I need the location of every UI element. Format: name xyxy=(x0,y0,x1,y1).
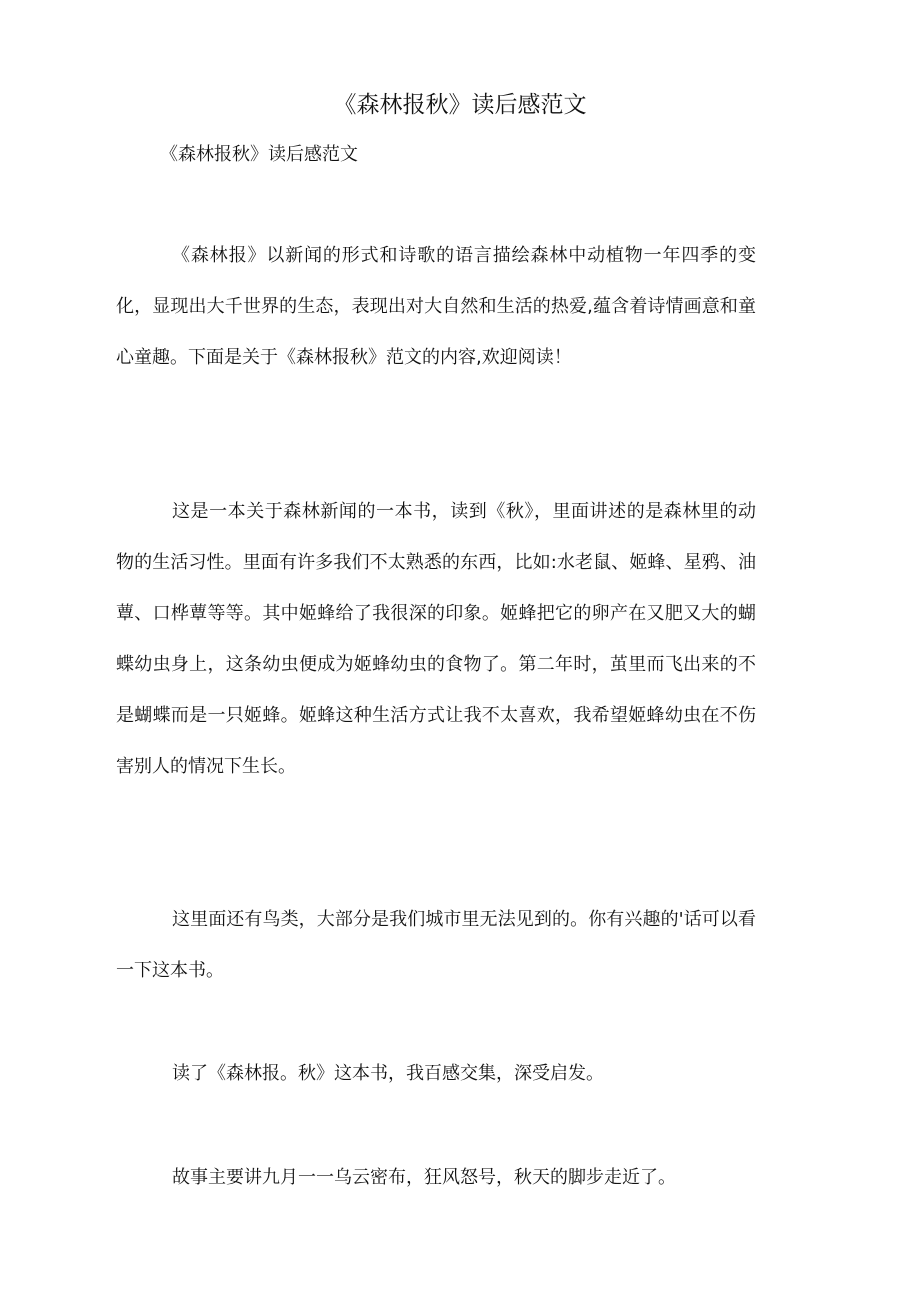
paragraph-reflection: 读了《森林报。秋》这本书，我百感交集，深受启发。 xyxy=(172,1063,604,1084)
document-title: 《森林报秋》读后感范文 xyxy=(333,92,587,118)
paragraph-story: 故事主要讲九月一一乌云密布，狂风怒号，秋天的脚步走近了。 xyxy=(172,1167,676,1188)
paragraph-birds: 这里面还有鸟类，大部分是我们城市里无法见到的。你有兴趣的'话可以看一下这本书。 xyxy=(116,909,756,981)
paragraph-intro: 《森林报》以新闻的形式和诗歌的语言描绘森林中动植物一年四季的变化，显现出大千世界的生态，表现出对大自然和生活的热爱,蕴含着诗情画意和童心童趣。下面是关于《森林报秋》范文的内容,欢迎阅读！ xyxy=(116,245,756,368)
paragraph-ichneumon: 这是一本关于森林新闻的一本书，读到《秋》，里面讲述的是森林里的动物的生活习性。里面有许多我们不太熟悉的东西，比如:水老鼠、姬蜂、星鸦、油蕈、口桦蕈等等。其中姬蜂给了我很深的印象。姬蜂把它的卵产在又肥又大的蝴蝶幼虫身上，这条幼虫便成为姬蜂幼虫的食物了。第二年时，茧里而飞出来的不是蝴蝶而是一只姬蜂。姬蜂这种生活方式让我不太喜欢，我希望姬蜂幼虫在不伤害别人的情况下生长。 xyxy=(116,501,756,777)
document-subtitle: 《森林报秋》读后感范文 xyxy=(160,144,358,165)
